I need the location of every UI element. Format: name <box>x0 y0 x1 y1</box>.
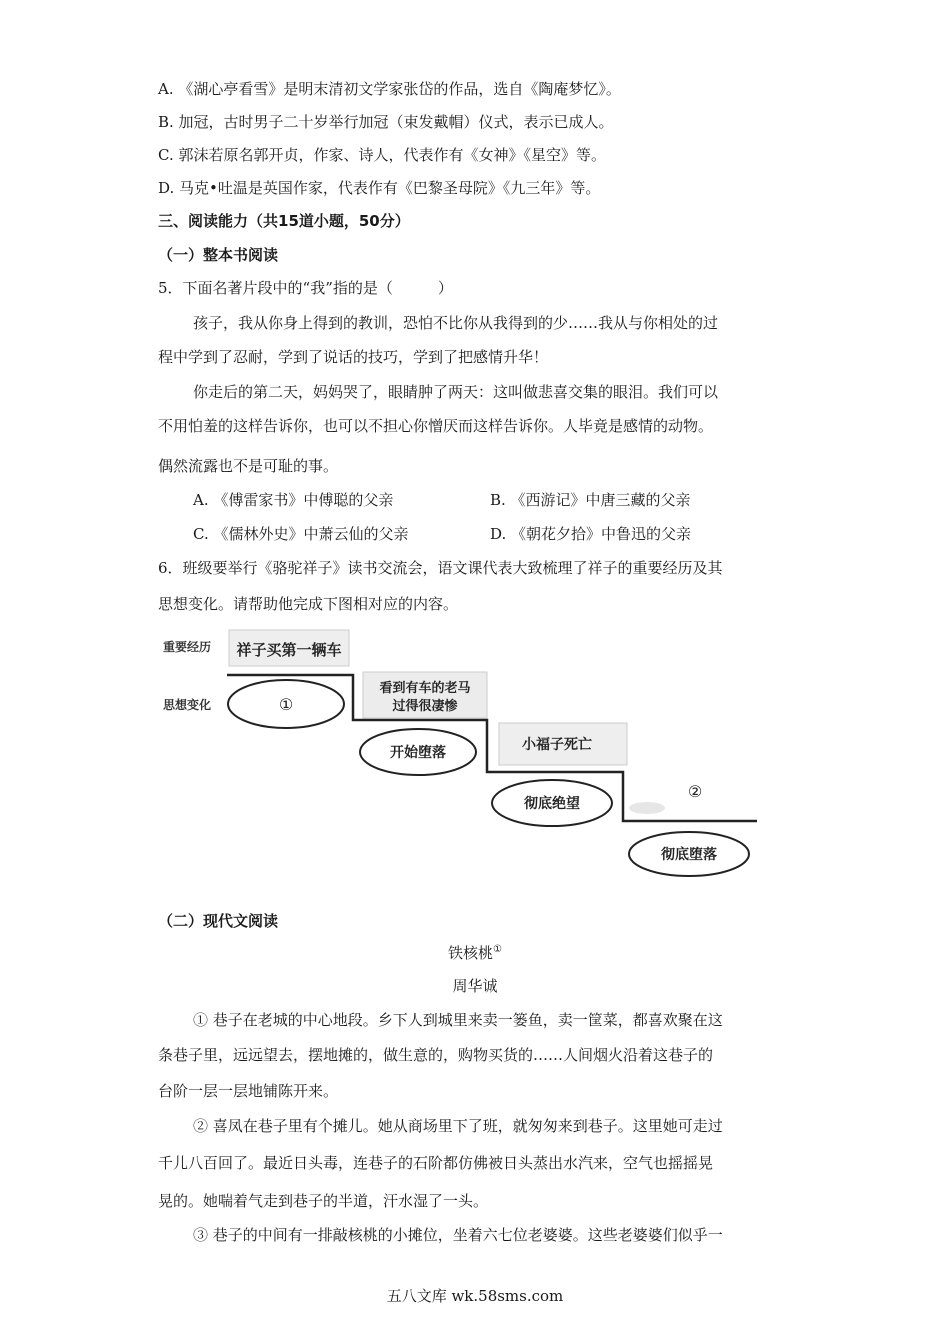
q5-passage-line: 不用怕羞的这样告诉你，也可以不担心你憎厌而这样告诉你。人毕竟是感情的动物。 <box>158 417 714 435</box>
q4-option-a: A. 《湖心亭看雪》是明末清初文学家张岱的作品，选自《陶庵梦忆》。 <box>158 80 621 98</box>
thought-4: 彻底堕落 <box>661 847 717 863</box>
q4-option-b: B. 加冠，古时男子二十岁举行加冠（束发戴帽）仪式，表示已成人。 <box>158 113 614 131</box>
event-2-line2: 过得很凄惨 <box>392 699 458 714</box>
q5-stem: 5．下面名著片段中的“我”指的是（ ） <box>158 279 453 297</box>
xiangzi-experience-diagram <box>155 628 775 878</box>
event-1: 祥子买第一辆车 <box>236 641 342 659</box>
article-line: 条巷子里，远远望去，摆地摊的，做生意的，购物买货的……人间烟火沿着这巷子的 <box>158 1046 714 1064</box>
article-line: 晃的。她喘着气走到巷子的半道，汗水湿了一头。 <box>158 1192 489 1210</box>
event-2-line1: 看到有车的老马 <box>379 681 471 696</box>
q5-passage-line: 你走后的第二天，妈妈哭了，眼睛肿了两天：这叫做悲喜交集的眼泪。我们可以 <box>193 383 719 401</box>
part2-title: （二）现代文阅读 <box>158 912 279 930</box>
q4-option-c: C. 郭沫若原名郭开贞，作家、诗人，代表作有《女神》《星空》等。 <box>158 146 606 164</box>
event-3: 小福子死亡 <box>522 737 592 753</box>
q5-passage-line: 孩子，我从你身上得到的教训，恐怕不比你从我得到的少……我从与你相处的过 <box>193 314 719 332</box>
article-title-note: ① <box>493 944 502 955</box>
q5-passage-line: 偶然流露也不是可耻的事。 <box>158 457 339 475</box>
article-line: ① 巷子在老城的中心地段。乡下人到城里来卖一篓鱼，卖一筐菜，都喜欢聚在这 <box>193 1011 723 1029</box>
part1-title: （一）整本书阅读 <box>158 246 279 264</box>
label-thought: 思想变化 <box>163 698 212 712</box>
thought-1: ① <box>278 695 294 714</box>
article-line: ② 喜凤在巷子里有个摊儿。她从商场里下了班，就匆匆来到巷子。这里她可走过 <box>193 1117 723 1135</box>
thought-2: 开始堕落 <box>390 745 446 761</box>
section3-title: 三、阅读能力（共15道小题，50分） <box>158 212 410 230</box>
q5-option-c: C. 《儒林外史》中萧云仙的父亲 <box>193 525 409 543</box>
article-line: ③ 巷子的中间有一排敲核桃的小摊位，坐着六七位老婆婆。这些老婆婆们似乎一 <box>193 1226 723 1244</box>
q4-option-d: D. 马克•吐温是英国作家，代表作有《巴黎圣母院》《九三年》等。 <box>158 179 601 197</box>
q6-stem-line: 思想变化。请帮助他完成下图相对应的内容。 <box>158 595 459 613</box>
article-title-text: 铁核桃 <box>448 944 494 962</box>
blank-smudge <box>629 802 665 814</box>
q6-stem-line: 6．班级要举行《骆驼祥子》读书交流会，语文课代表大致梳理了祥子的重要经历及其 <box>158 559 723 577</box>
q5-option-b: B. 《西游记》中唐三藏的父亲 <box>490 491 691 509</box>
article-author: 周华诚 <box>452 977 498 995</box>
q5-option-a: A. 《傅雷家书》中傅聪的父亲 <box>193 491 394 509</box>
article-title <box>0 942 950 963</box>
article-line: 台阶一层一层地铺陈开来。 <box>158 1082 339 1100</box>
event-4: ② <box>687 782 703 801</box>
article-line: 千儿八百回了。最近日头毒，连巷子的石阶都仿佛被日头蒸出水汽来，空气也摇摇晃 <box>158 1154 714 1172</box>
label-experience: 重要经历 <box>163 640 212 654</box>
footer-watermark: 五八文库 wk.58sms.com <box>386 1287 564 1305</box>
thought-3: 彻底绝望 <box>524 796 580 812</box>
q5-passage-line: 程中学到了忍耐，学到了说话的技巧，学到了把感情升华！ <box>158 348 549 366</box>
q5-option-d: D. 《朝花夕拾》中鲁迅的父亲 <box>490 525 692 543</box>
